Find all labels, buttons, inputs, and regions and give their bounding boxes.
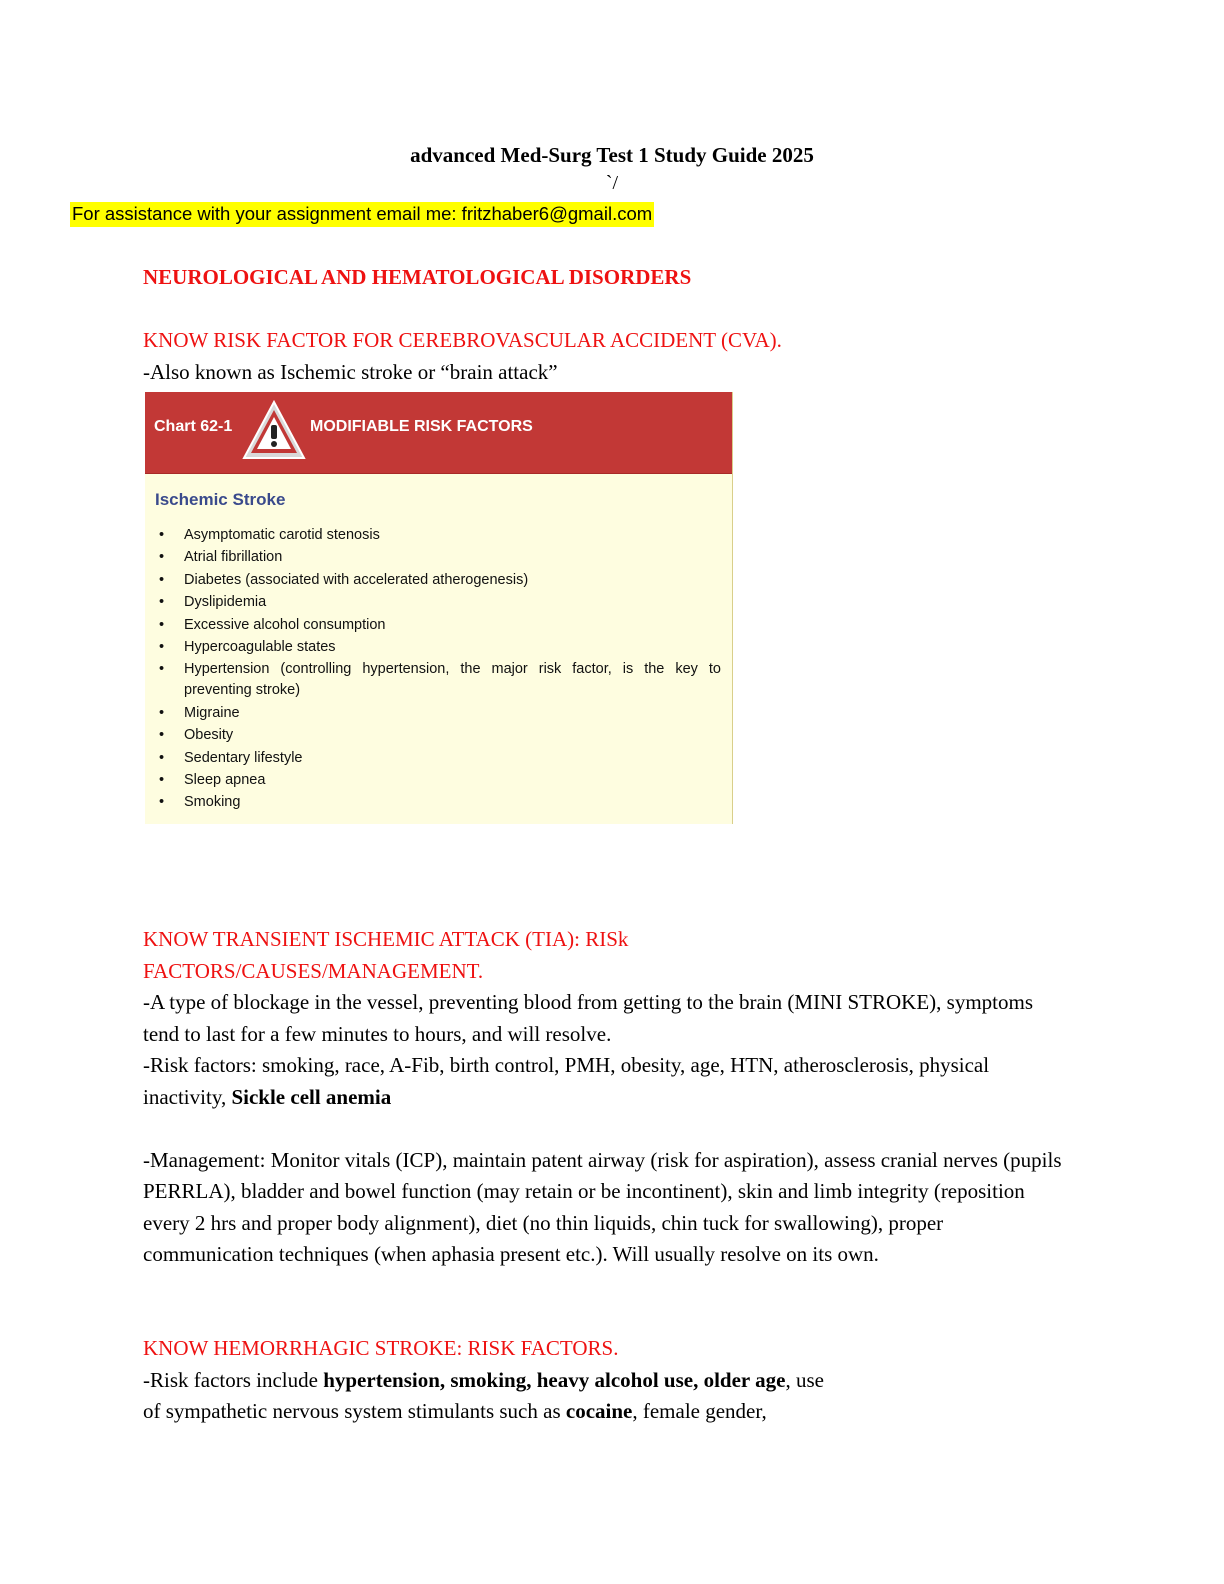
contact-highlight: For assistance with your assignment email me: fritzhaber6@gmail.com bbox=[70, 202, 654, 227]
cva-section bbox=[143, 325, 1073, 388]
hemorrhagic-text: -Risk factors include bbox=[143, 1367, 324, 1392]
chart-subtitle: Ischemic Stroke bbox=[155, 490, 286, 509]
warning-icon bbox=[242, 398, 306, 462]
list-item: • Atrial fibrillation bbox=[155, 547, 721, 568]
list-item: • Sleep apnea bbox=[155, 770, 721, 791]
tia-heading-line1: KNOW TRANSIENT ISCHEMIC ATTACK (TIA): RISk bbox=[143, 927, 629, 951]
list-item: • Excessive alcohol consumption bbox=[155, 615, 721, 636]
list-item: • Obesity bbox=[155, 725, 721, 746]
hemorrhagic-heading: KNOW HEMORRHAGIC STROKE: RISK FACTORS. bbox=[143, 1336, 619, 1360]
hemorrhagic-section bbox=[143, 1333, 1073, 1428]
tia-risk-text: -Risk factors: smoking, race, A-Fib, birth control, PMH, obesity, age, HTN, atherosclerosis, physical inactivity, bbox=[143, 1053, 990, 1109]
tia-heading-line2: FACTORS/CAUSES/MANAGEMENT. bbox=[143, 958, 484, 983]
risk-factor-chart bbox=[145, 392, 733, 824]
list-item: • Smoking bbox=[155, 792, 721, 813]
list-item: • Migraine bbox=[155, 703, 721, 724]
list-item: • Diabetes (associated with accelerated atherogenesis) bbox=[155, 570, 721, 591]
tia-section bbox=[143, 924, 1073, 1271]
hemorrhagic-text: of sympathetic nervous system stimulants such as bbox=[143, 1399, 566, 1423]
hemorrhagic-text: , female gender, bbox=[632, 1399, 767, 1423]
tia-management: -Management: Monitor vitals (ICP), maintain patent airway (risk for aspiration), assess cranial nerves (pupils PERRLA), bladder and bowel function (may retain or be incontinent), skin and limb integrity (reposition every 2 hrs and proper body alignment), diet (no thin liquids, chin tuck for swallowing), proper communication techniques (when aphasia present etc.). Will usually resolve on its own. bbox=[143, 1147, 1062, 1266]
chart-header bbox=[145, 392, 732, 474]
list-item: • Asymptomatic carotid stenosis bbox=[155, 525, 721, 546]
tia-description: -A type of blockage in the vessel, preventing blood from getting to the brain (MINI STROKE), symptoms tend to last for a few minutes to hours, and will resolve. bbox=[143, 990, 1034, 1046]
document-title: advanced Med-Surg Test 1 Study Guide 2025 bbox=[410, 143, 814, 167]
list-item: • Hypercoagulable states bbox=[155, 637, 721, 658]
cva-note: -Also known as Ischemic stroke or “brain attack” bbox=[143, 359, 558, 384]
cva-heading: KNOW RISK FACTOR FOR CEREBROVASCULAR ACCIDENT (CVA). bbox=[143, 328, 782, 352]
tia-risk-factors bbox=[143, 1050, 1073, 1113]
chart-number: Chart 62-1 bbox=[154, 418, 233, 435]
list-item: • Dyslipidemia bbox=[155, 592, 721, 613]
risk-factor-list bbox=[155, 525, 721, 815]
hemorrhagic-bold: hypertension, smoking, heavy alcohol use, older age bbox=[323, 1367, 786, 1392]
list-item: • Sedentary lifestyle bbox=[155, 748, 721, 769]
section-heading: NEUROLOGICAL AND HEMATOLOGICAL DISORDERS bbox=[143, 265, 692, 289]
hemorrhagic-line2 bbox=[143, 1396, 1073, 1428]
stray-mark: `/ bbox=[605, 172, 619, 194]
hemorrhagic-text: , use bbox=[785, 1367, 824, 1392]
hemorrhagic-bold: cocaine bbox=[565, 1399, 633, 1423]
tia-risk-bold: Sickle cell anemia bbox=[231, 1084, 392, 1109]
list-item: • Hypertension (controlling hypertension, the major risk factor, is the key to preventing stroke) bbox=[155, 659, 721, 701]
hemorrhagic-line1 bbox=[143, 1365, 1073, 1397]
chart-title: MODIFIABLE RISK FACTORS bbox=[310, 418, 533, 435]
